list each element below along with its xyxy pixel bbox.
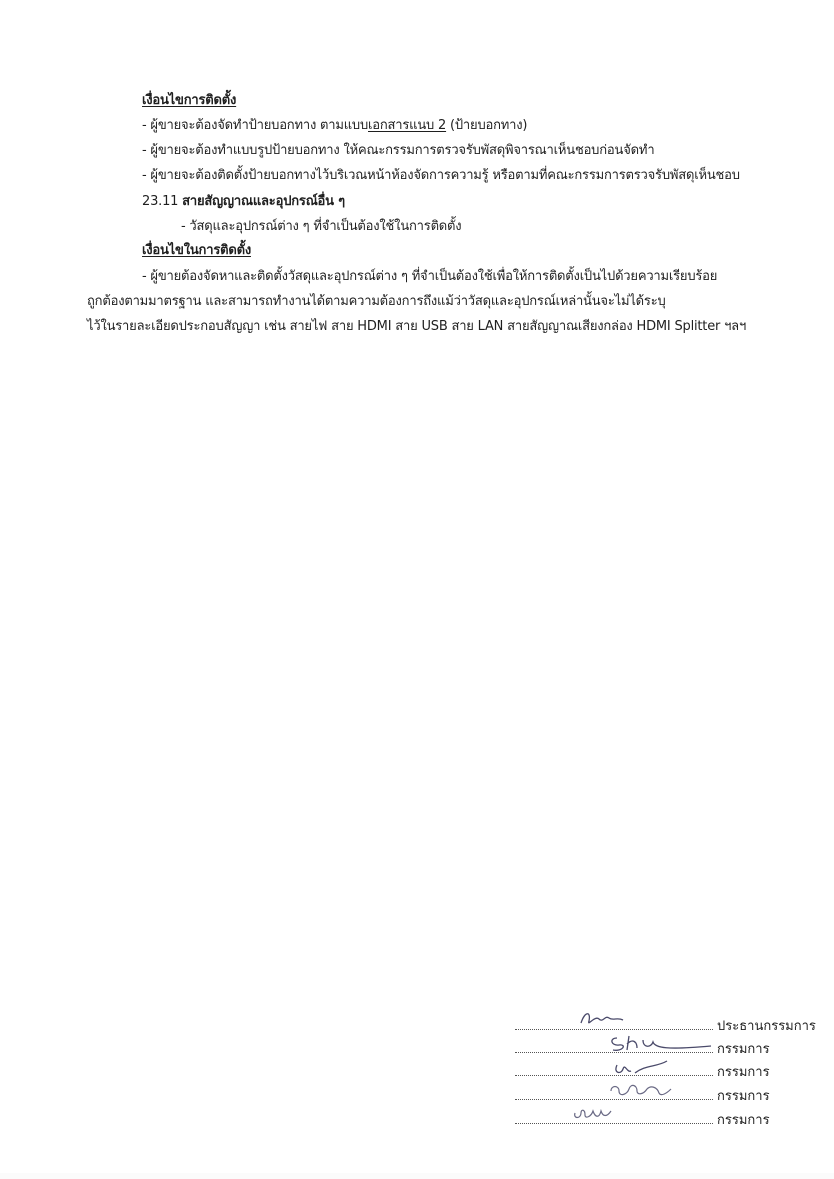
section-number: 23.11 [142,194,179,209]
signature-mark [577,1009,637,1031]
install-condition-item-1-prefix: - ผู้ขายจะต้องจัดทำป้ายบอกทาง ตามแบบ [142,118,369,133]
install-conditions-2-para-line-2: ถูกต้องตามมาตรฐาน และสามารถทำงานได้ตามความต้องการถึงแม้ว่าวัสดุและอุปกรณ์เหล่านั้นจะไม่ได้ระบุ [87,294,666,309]
install-condition-item-2: - ผู้ขายจะต้องทำแบบรูปป้ายบอกทาง ให้คณะกรรมการตรวจรับพัสดุพิจารณาเห็นชอบก่อนจัดทำ [142,143,655,158]
install-condition-item-1 [142,117,527,135]
install-condition-item-1-suffix: (ป้ายบอกทาง) [446,118,528,133]
signature-role: กรรมการ [717,1113,770,1128]
section-23-11-title [142,193,345,211]
signature-row-member-4 [515,1111,830,1135]
signature-role: ประธานกรรมการ [717,1019,816,1034]
attachment-2-reference: เอกสารแนบ 2 [368,118,447,133]
signature-line [515,1052,713,1053]
install-conditions-2-heading: เงื่อนไขในการติดตั้ง [142,243,251,258]
scan-edge [0,1173,834,1179]
signature-role: กรรมการ [717,1089,770,1104]
section-title: สายสัญญาณและอุปกรณ์อื่น ๆ [182,194,345,209]
signature-line [515,1029,713,1030]
install-conditions-2-para-line-3: ไว้ในรายละเอียดประกอบสัญญา เช่น สายไฟ สาย HDMI สาย USB สาย LAN สายสัญญาณเสียงกล่อง HDMI Splitter ฯลฯ [87,319,747,334]
section-23-11-item-1: - วัสดุและอุปกรณ์ต่าง ๆ ที่จำเป็นต้องใช้ในการติดตั้ง [181,219,462,234]
install-condition-item-3: - ผู้ขายจะต้องติดตั้งป้ายบอกทางไว้บริเวณหน้าห้องจัดการความรู้ หรือตามที่คณะกรรมการตรวจรับพัสดุเห็นชอบ [142,168,740,183]
signature-role: กรรมการ [717,1042,770,1057]
signature-row-member-3 [515,1087,830,1111]
signature-mark [607,1079,677,1101]
install-conditions-2-para-line-1: - ผู้ขายต้องจัดหาและติดตั้งวัสดุและอุปกรณ์ต่าง ๆ ที่จำเป็นต้องใช้เพื่อให้การติดตั้งเป็นไปด้วยความเรียบร้อย [142,269,718,284]
signature-role: กรรมการ [717,1065,770,1080]
signature-line [515,1099,713,1100]
signature-line [515,1123,713,1124]
signature-mark [571,1103,615,1125]
install-conditions-heading: เงื่อนไขการติดตั้ง [142,93,237,108]
signature-line [515,1075,713,1076]
